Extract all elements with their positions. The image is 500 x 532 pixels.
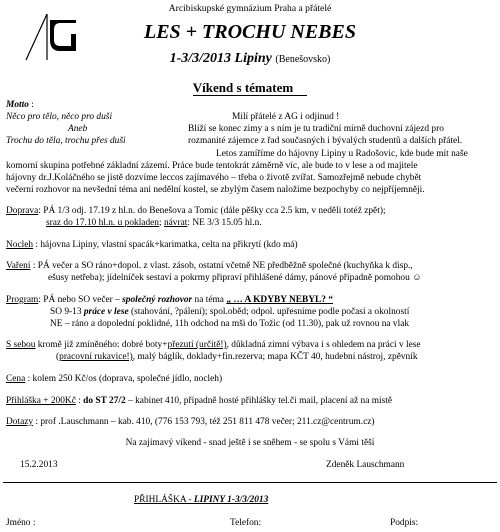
intro-line-5: komorní skupina potřebné základní zázemí. Práce bude tentokrát záměrně víc, ale bude to v lese a od majitele (6, 161, 418, 171)
intro-line-4: Letos zamíříme do hájovny Lipiny u Radošovic, kde bude mít naše (216, 149, 468, 159)
cooking-line-1: Vaření : PÁ večer a SO ráno+dopol. z vlast. zásob, ostatní včetně NE předběžně společné (kuchyňka k disp., (6, 261, 413, 271)
program-line-2: SO 9-13 práce v lese (stahování, ?pálení); spol.oběd; odpol. upřesníme podle počasí a okolností (50, 307, 410, 317)
event-subtitle: Víkend s tématem (0, 80, 500, 95)
transport-line-1: Doprava: PÁ 1/3 odj. 17.19 z hl.n. do Benešova a Tomic (dále pěšky cca 2.5 km, v neděli totéž zpět); (6, 206, 386, 216)
event-dates: 1-3/3/2013 Lipiny (Benešovsko) (169, 51, 331, 66)
motto-line-1: Něco pro tělo, něco pro duši (6, 112, 113, 122)
price: Cena : kolem 250 Kč/os (doprava, společné jídlo, nocleh) (6, 374, 223, 384)
form-title: PŘIHLÁŠKA - LIPINY 1-3/3/2013 (134, 495, 269, 505)
form-divider (3, 482, 497, 483)
program-line-3: NE – ráno a dopolední poklidné, 11h odchod na mši do Tožic (od 11.30), pak už rovnou na vlak (50, 319, 410, 329)
intro-line-3: rozmanité zájemce z řad současných i bývalých studentů a dalších přátel. (188, 136, 463, 146)
registration: Přihláška + 200Kč : do ST 27/2 – kabinet 410, případně hosté přihlášky tel.či mail, placení až na místě (6, 396, 393, 406)
packing-line-2: (pracovní rukavice!), malý báglík, doklady+fin.rezerva; mapa KČT 40, hudební nástroj, zpěvník (56, 352, 418, 362)
cooking-line-2: ešusy netřeba); jídelníček sestaví a pokrmy připraví přihlášené dámy, pánové případně pomohou ☺ (48, 273, 422, 283)
program-line-1: Program: PÁ nebo SO večer – společný rozhovor na téma „ … A KDYBY NEBYL? “ (6, 295, 334, 305)
motto-line-3: Trochu do těla, trochu přes duši (6, 136, 126, 146)
contact: Dotazy : prof .Lauschmann – kab. 410, (776 153 793, též 251 811 478 večer; 211.cz@centrum.cz) (6, 417, 375, 427)
packing-line-1: S sebou kromě již zmíněného: dobré boty+přezutí (určitě!), důkladná zimní výbava i s ohledem na práci v lese (6, 340, 421, 350)
organizer: Arcibiskupské gymnázium Praha a přátelé (168, 3, 332, 14)
intro-line-7: večerní rozhovor na nevšední téma ani nedělní kostel, se zbylým časem naložíme bezpochyby co nejpříjemněji. (6, 185, 425, 195)
intro-line-6: hájovny dr.J.Koláčného se jistě dozvíme leccos zajímavého – třeba o životě zvířat. Samozřejmě nebude chybět (6, 173, 422, 183)
author-signature: Zdeněk Lauschmann (326, 460, 405, 470)
transport-line-2: sraz do 17.10 hl.n. u pokladen; návrat: NE 3/3 15.05 hl.n. (46, 218, 262, 228)
intro-line-2: Blíží se konec zimy a s ním je tu tradiční mírně duchovní zájezd pro (188, 124, 444, 134)
phone-field-label: Telefon: (230, 518, 262, 528)
event-title: LES + TROCHU NEBES (143, 21, 356, 43)
motto-line-2: Aneb (68, 124, 88, 134)
motto-label: Motto : (6, 100, 34, 110)
name-field-label: Jméno : (6, 518, 36, 528)
accommodation: Nocleh : hájovna Lipiny, vlastní spacák+karimatka, celta na přikrytí (kdo má) (6, 240, 298, 250)
intro-greeting: Milí přátelé z AG i odjinud ! (232, 112, 340, 122)
letter-date: 15.2.2013 (20, 460, 58, 470)
signature-field-label: Podpis: (390, 518, 419, 528)
closing-line: Na zajímavý víkend - snad ještě i se sněhem - se spolu s Vámi těší (125, 438, 375, 448)
